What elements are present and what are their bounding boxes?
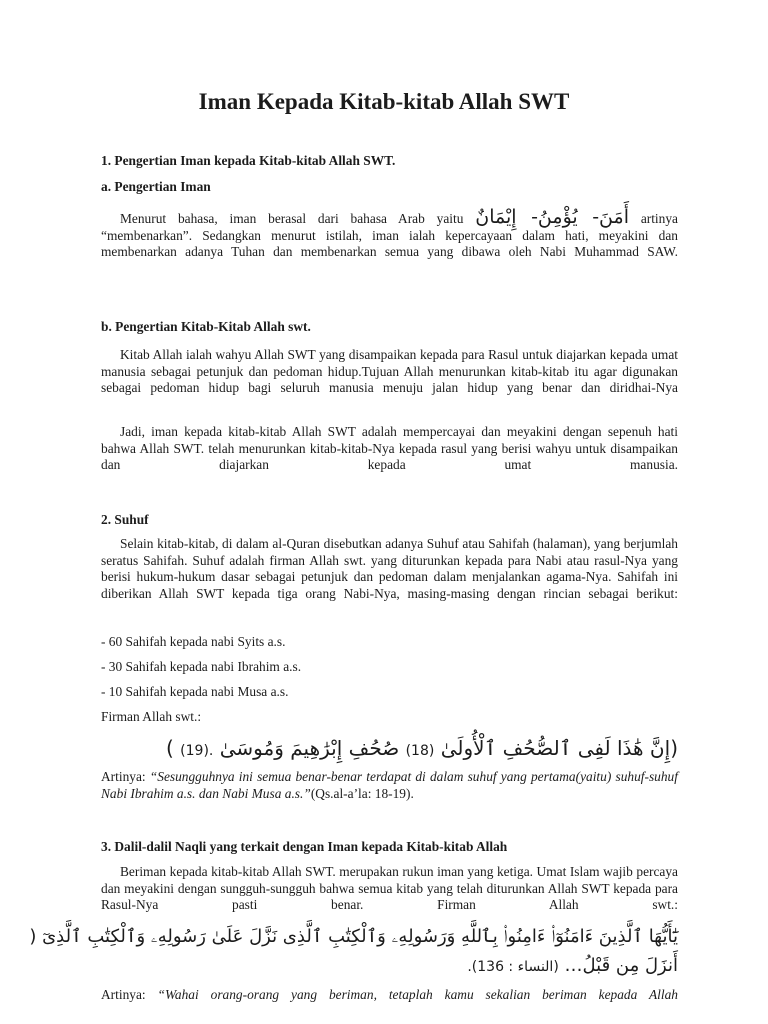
iman-kitab-paragraph: Jadi, iman kepada kitab-kitab Allah SWT adalah mempercayai dan meyakini dengan sepenuh hati bahwa Allah SWT. telah menurunkan kitab-kitab-Nya kepada rasul yang berisi wahyu untuk disampaikan dan diajarkan kepada umat manusia. [101,424,678,473]
verse-text-line1: يَٰٓأَيُّهَا ٱلَّذِينَ ءَامَنُوٓا۟ ءَامِنُوا۟ بِٱللَّهِ وَرَسُولِهِۦ وَٱلْكِتَٰبِ ٱلَّذِى نَزَّلَ عَلَىٰ رَسُولِهِۦ وَٱلْكِتَٰبِ ٱلَّذِىٓ [42,926,678,947]
firman-intro: Firman Allah swt.: [101,709,202,724]
verse-paren-close: ) [166,736,174,760]
artinya-label: Artinya: [101,769,146,784]
suhuf-paragraph: Selain kitab-kitab, di dalam al-Quran disebutkan adanya Suhuf atau Sahifah (halaman), yang berjumlah seratus Sahifah. Suhuf adalah firman Allah swt. yang diturunkan kepada para Nabi atau rasul-Nya yang berisi hukum-hukum dasar sebagai petunjuk dan pedoman dalam menjalankan agama-Nya. Sahifah ini diberikan Allah SWT kepada tiga orang Nabi-Nya, masing-masing dengan rincian sebagai berikut: [101,536,678,601]
subsection-a-heading: a. Pengertian Iman [101,179,211,194]
translation-text: “Wahai orang-orang yang beriman, tetaplah kamu sekalian beriman kepada Allah [157,987,678,1002]
verse-text-part1: إِنَّ هَٰذَا لَفِى ٱلصُّحُفِ ٱلْأُولَىٰ [440,736,671,760]
kitab-definition-paragraph: Kitab Allah ialah wahyu Allah SWT yang disampaikan kepada para Rasul untuk diajarkan kepada umat manusia sebagai petunjuk dan pedoman hidup.Tujuan Allah menurunkan kitab-kitab itu agar digunakan sebagai pedoman hidup bagi seluruh manusia menuju jalan hidup yang benar dan diridhai-Nya [101,347,678,396]
section-2-heading: 2. Suhuf [101,512,149,527]
verse-number: (19). [180,743,214,759]
verse-paren-open: ( [29,926,37,947]
list-item: - 60 Sahifah kepada nabi Syits a.s. [101,634,286,649]
nisa-translation [101,987,678,1020]
subsection-b-heading: b. Pengertian Kitab-Kitab Allah swt. [101,319,311,334]
surah-reference: (النساء : 136). [467,959,559,975]
nisa-verse-line-1 [29,924,678,950]
list-item: - 30 Sahifah kepada nabi Ibrahim a.s. [101,659,302,674]
iman-arabic-root: أَمَنَ- يُؤْمِنُ- إِيْمَانٌ [475,206,629,228]
artinya-label: Artinya: [101,987,146,1002]
suhuf-translation [101,769,678,802]
iman-definition-end: artinya “membenarkan”. Sedangkan menurut istilah, iman ialah kepercayaan dalam hati, meyakini dan membenarkan adanya Tuhan dan membenarkan semua yang dibawa oleh Nabi Muhammad SAW. [101,211,678,260]
verse-text-line2: أَنزَلَ مِن قَبْلُ… [564,955,678,976]
verse-number: (18) [405,743,435,759]
nisa-verse-line-2 [101,953,678,980]
section-1-heading: 1. Pengertian Iman kepada Kitab-kitab Allah SWT. [101,153,396,168]
surah-reference: (Qs.al-a’la: 18-19). [310,785,414,801]
section-3-heading: 3. Dalil-dalil Naqli yang terkait dengan Iman kepada Kitab-kitab Allah [101,839,508,854]
translation-text: “Sesungguhnya ini semua benar-benar terdapat di dalam suhuf yang pertama(yaitu) suhuf-suhuf Nabi Ibrahim a.s. dan Nabi Musa a.s.” [101,769,678,801]
suhuf-verse [101,735,678,764]
verse-text-part2: صُحُفِ إِبْرَٰهِيمَ وَمُوسَىٰ [219,736,400,760]
page-title: Iman Kepada Kitab-kitab Allah SWT [198,89,570,114]
iman-definition-paragraph [101,206,678,277]
iman-definition-start: Menurut bahasa, iman berasal dari bahasa Arab yaitu [120,211,464,226]
dalil-paragraph: Beriman kepada kitab-kitab Allah SWT. merupakan rukun iman yang ketiga. Umat Islam wajib percaya dan meyakini dengan sungguh-sungguh bahwa semua kitab yang telah diturunkan Allah SWT kepada para Rasul-Nya pasti benar. Firman Allah swt.: [101,864,678,913]
verse-paren-open: ( [670,736,678,760]
list-item: - 10 Sahifah kepada nabi Musa a.s. [101,684,289,699]
